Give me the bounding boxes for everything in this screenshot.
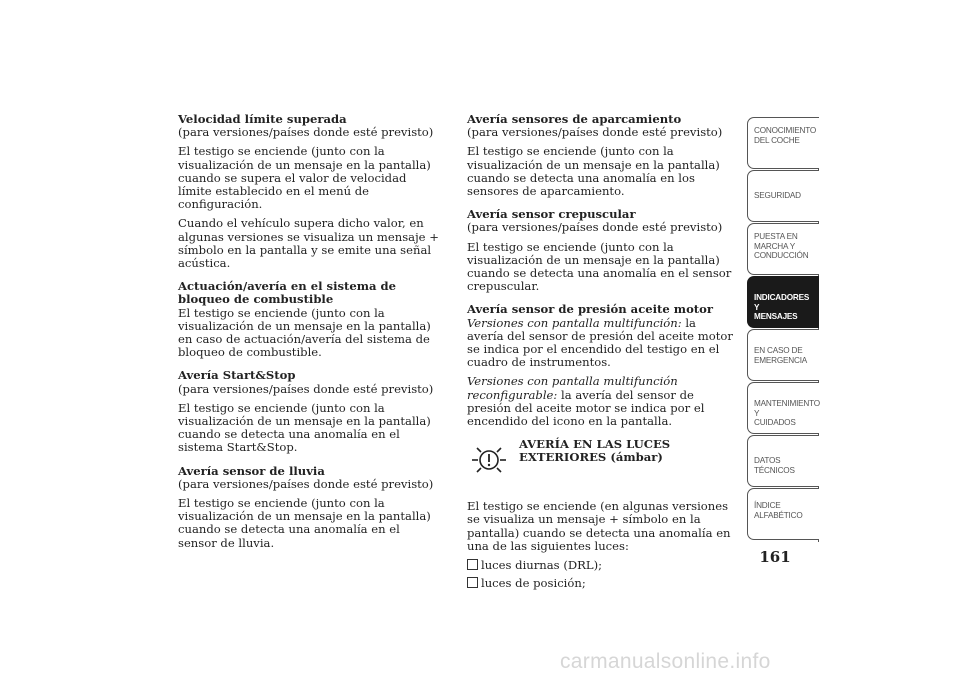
tab-puesta-en-marcha[interactable] [747, 223, 819, 275]
section-title: Avería sensor de lluvia [178, 463, 325, 478]
paragraph: El testigo se enciende (en algunas versiones se visualiza un mensaje + símbolo en la pantalla) cuando se detecta una anomalía en una de las siguientes luces: [467, 499, 731, 553]
paragraph: El testigo se enciende (junto con la visualización de un mensaje en la pantalla) cuando se supera el valor de velocidad límite establecido en el menú de configuración. [178, 144, 431, 212]
section-title: Avería sensores de aparcamiento [467, 112, 682, 126]
paragraph: El testigo se enciende (junto con la visualización de un mensaje en la pantalla) cuando se detecta una anomalía en los sensores de aparcamiento. [467, 144, 720, 199]
tab-label: MARCHA Y [754, 241, 796, 251]
tab-indice-alfabetico[interactable] [747, 488, 819, 540]
tab-label: CONDUCCIÓN [754, 251, 809, 260]
tab-label: PUESTA EN [754, 232, 798, 241]
section-subtitle: (para versiones/países donde esté previsto) [178, 381, 434, 396]
warning-exterior-lights [467, 438, 733, 488]
warning-title-line: AVERÍA EN LAS LUCES [519, 437, 671, 452]
paragraph [467, 317, 733, 370]
paragraph-lead: Versiones con pantalla multifunción reconfigurable: [467, 374, 678, 402]
tab-label: CUIDADOS [754, 418, 796, 427]
list-item-text: luces diurnas (DRL); [481, 558, 602, 573]
paragraph: Cuando el vehículo supera dicho valor, en algunas versiones se visualiza un mensaje + símbolo en la pantalla y se emite una señal acústica. [178, 216, 439, 271]
watermark: carmanualsonline.info [560, 650, 771, 673]
page-number: 161 [759, 548, 791, 566]
tab-label: DATOS TÉCNICOS [754, 456, 795, 475]
tab-label: CONOCIMIENTO [754, 126, 817, 135]
section-title: Actuación/avería en el sistema de bloqueo de combustible [178, 279, 397, 307]
section-rain-sensor [178, 465, 440, 550]
section-title: Avería sensor de presión aceite motor [467, 302, 713, 317]
paragraph-lead: Versiones con pantalla multifunción: [467, 315, 682, 330]
chapter-tabs [747, 117, 819, 541]
section-parking-sensors [467, 113, 733, 198]
section-subtitle: (para versiones/países donde esté previsto) [467, 220, 723, 235]
list-item-text: luces de posición; [481, 576, 586, 591]
section-subtitle: (para versiones/países donde esté previsto) [178, 125, 434, 140]
tab-label: DEL COCHE [754, 135, 800, 145]
section-title: Velocidad límite superada [178, 112, 347, 126]
paragraph: El testigo se enciende (junto con la visualización de un mensaje en la pantalla) cuando se detecta una anomalía en el sensor crepuscular. [467, 239, 732, 294]
warning-title [519, 438, 719, 464]
tab-seguridad[interactable] [747, 170, 819, 222]
tab-label: ÍNDICE [754, 501, 781, 510]
section-title: Avería Start&Stop [178, 368, 296, 383]
tab-label: MENSAJES [754, 312, 798, 321]
tab-label: INDICADORES Y [754, 293, 810, 312]
checkbox-bullet-icon [467, 577, 478, 588]
section-dusk-sensor [467, 208, 733, 293]
section-speed-limit [178, 113, 440, 270]
section-title: Avería sensor crepuscular [467, 207, 636, 222]
tab-label: SEGURIDAD [754, 191, 801, 200]
paragraph: El testigo se enciende (junto con la visualización de un mensaje en la pantalla) en caso de actuación/avería del sistema de bloqueo de combustible. [178, 305, 431, 360]
warning-title-line: EXTERIORES (ámbar) [519, 450, 663, 465]
paragraph-rest: la avería del sensor de presión del aceite motor se indica por el encendido del icono en la pantalla. [467, 387, 705, 429]
right-column [467, 113, 733, 600]
tab-mantenimiento-y-cuidados[interactable] [747, 382, 819, 434]
paragraph: El testigo se enciende (junto con la visualización de un mensaje en la pantalla) cuando se detecta una anomalía en el sensor de lluvia. [178, 496, 431, 550]
tab-label: EMERGENCIA [754, 355, 808, 365]
section-start-stop [178, 369, 440, 454]
tab-label: MANTENIMIENTO Y [754, 399, 820, 418]
tab-en-caso-de-emergencia[interactable] [747, 329, 819, 381]
paragraph: El testigo se enciende (junto con la visualización de un mensaje en la pantalla) cuando se detecta una anomalía en el sistema Start&Stop. [178, 400, 431, 455]
tab-conocimiento-del-coche[interactable] [747, 117, 819, 169]
section-subtitle: (para versiones/países donde esté previsto) [467, 125, 723, 140]
paragraph-rest: la avería del sensor de presión del aceite motor se indica por el encendido del testigo en el cuadro de instrumentos. [467, 315, 733, 370]
section-fuel-cutoff [178, 280, 440, 359]
list-item [467, 559, 733, 572]
checkbox-bullet-icon [467, 559, 478, 570]
left-column [178, 113, 440, 560]
tab-datos-tecnicos[interactable] [747, 435, 819, 487]
section-oil-pressure-sensor [467, 303, 733, 428]
section-subtitle: (para versiones/países donde esté previsto) [178, 476, 434, 491]
list-item [467, 577, 733, 590]
tab-label: EN CASO DE [754, 346, 803, 355]
section-exterior-lights [467, 500, 733, 590]
tab-indicadores-y-mensajes[interactable] [747, 276, 819, 328]
paragraph [467, 375, 733, 428]
tab-label: ALFABÉTICO [754, 510, 803, 520]
exterior-light-failure-icon [467, 438, 511, 482]
